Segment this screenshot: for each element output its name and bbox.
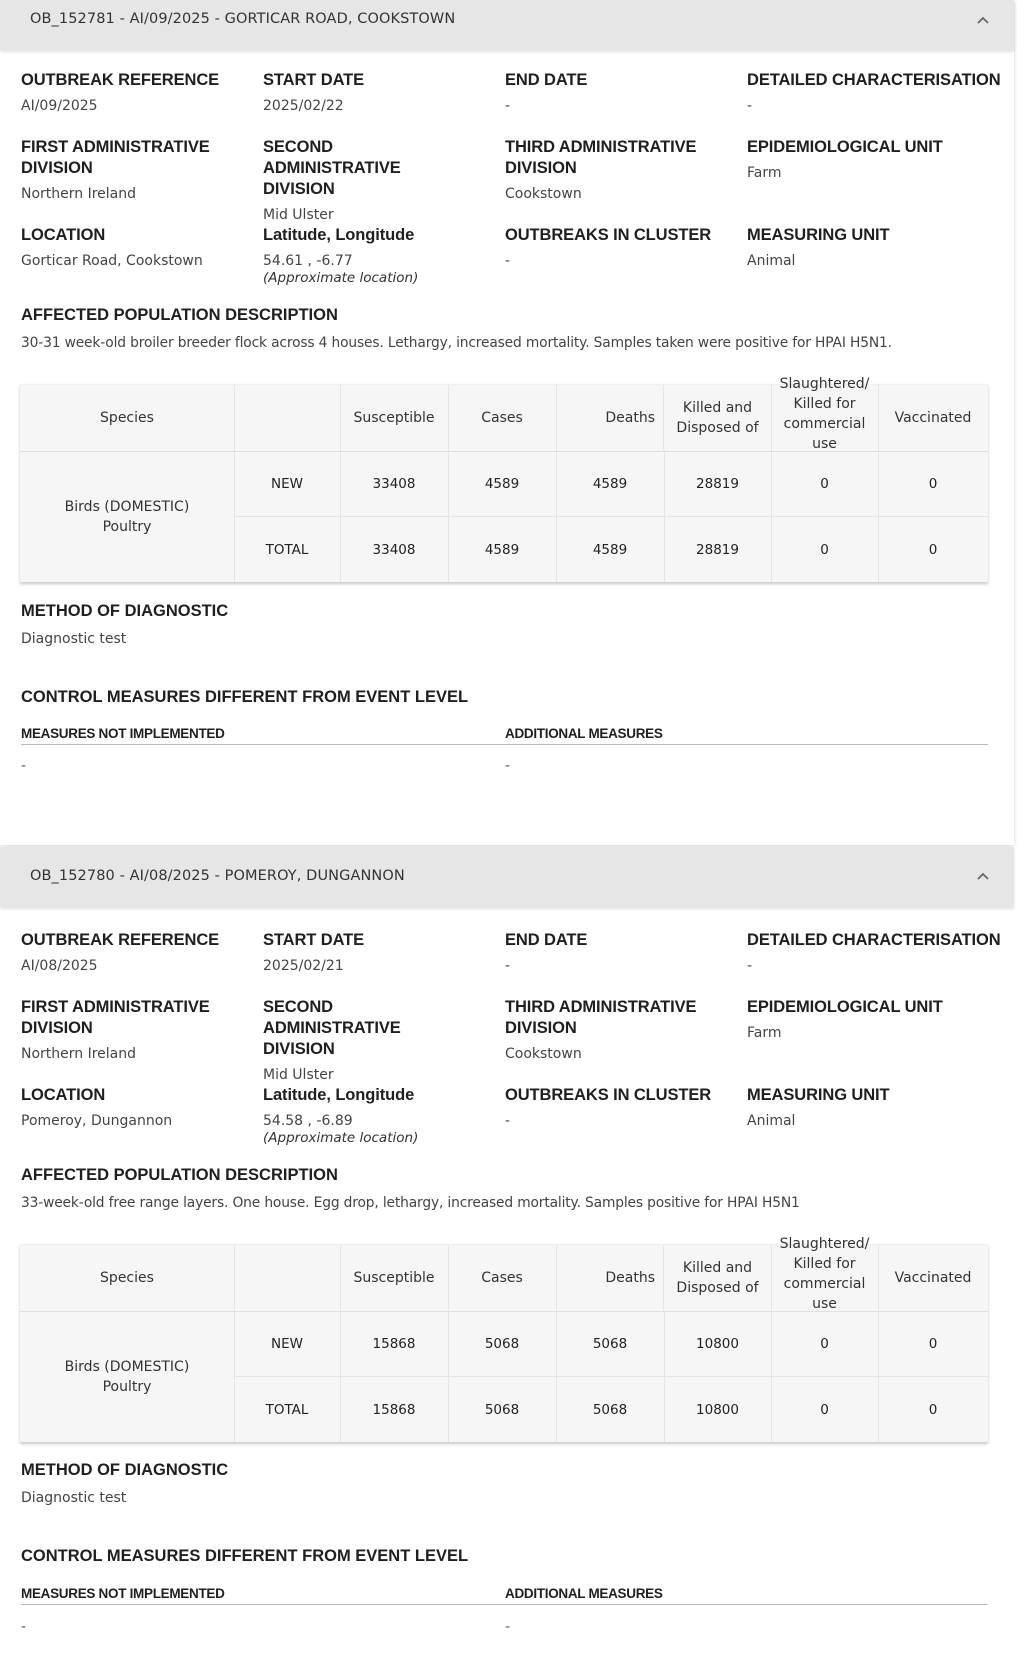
outbreaks-in-cluster-label: OUTBREAKS IN CLUSTER	[505, 226, 712, 244]
cell-vaccinated: 0	[928, 541, 938, 558]
cell-slaughtered: 0	[771, 1377, 879, 1442]
affected-population-value: 30-31 week-old broiler breeder flock across 4 houses. Lethargy, increased mortality. Samples taken were positive for HPAI H5N1.	[21, 335, 892, 351]
cell-deaths: 4589	[556, 517, 665, 582]
th-cases: Cases	[448, 1245, 557, 1311]
outbreak-title: OB_152781 - AI/09/2025 - GORTICAR ROAD, COOKSTOWN	[30, 11, 456, 27]
th-species: Species	[20, 1245, 235, 1311]
table-row	[234, 517, 988, 582]
row-kind: NEW	[234, 1311, 341, 1376]
cell-vaccinated: 0	[928, 475, 938, 492]
chevron-up-icon[interactable]	[974, 12, 992, 30]
detailed-characterisation-value: -	[747, 958, 753, 974]
cell-cases: 4589	[448, 451, 557, 516]
detailed-characterisation-value: -	[747, 98, 753, 114]
cell-deaths: 5068	[556, 1311, 665, 1376]
th-deaths: Deaths	[556, 1245, 664, 1311]
location-label: LOCATION	[21, 1086, 106, 1104]
species-name: Birds (DOMESTIC) Poultry	[64, 498, 190, 535]
measuring-unit-field	[747, 1085, 983, 1130]
outbreak-reference-field	[21, 70, 257, 115]
detailed-characterisation-label: DETAILED CHARACTERISATION	[747, 71, 1001, 89]
table-row	[234, 1377, 988, 1442]
method-of-diagnostic-label: METHOD OF DIAGNOSTIC	[21, 602, 229, 620]
outbreaks-in-cluster-field	[505, 1085, 741, 1130]
outbreaks-in-cluster-value: -	[505, 253, 511, 269]
end-date-field	[505, 70, 741, 115]
third-admin-field	[505, 137, 741, 203]
epi-unit-label: EPIDEMIOLOGICAL UNIT	[747, 998, 943, 1016]
detailed-characterisation-field	[747, 70, 1007, 115]
outbreak-title: OB_152780 - AI/08/2025 - POMEROY, DUNGANNON	[30, 868, 405, 884]
cell-killed: 10800	[664, 1311, 772, 1376]
first-admin-label: FIRST ADMINISTRATIVE DIVISION	[21, 998, 210, 1037]
method-of-diagnostic-label: METHOD OF DIAGNOSTIC	[21, 1461, 229, 1479]
species-table	[20, 376, 988, 582]
third-admin-label: THIRD ADMINISTRATIVE DIVISION	[505, 998, 697, 1037]
row-kind: TOTAL	[234, 1377, 341, 1442]
location-field	[21, 225, 257, 270]
third-admin-field	[505, 997, 741, 1063]
start-date-value: 2025/02/21	[263, 958, 344, 974]
control-measures-label: CONTROL MEASURES DIFFERENT FROM EVENT LEVEL	[21, 1547, 469, 1565]
divider	[21, 1604, 988, 1605]
th-cases: Cases	[448, 385, 557, 451]
cell-susceptible: 33408	[340, 517, 449, 582]
second-admin-field	[263, 997, 499, 1084]
cell-deaths: 4589	[556, 451, 665, 516]
th-killed: Killed and Disposed of	[664, 385, 772, 451]
approx-location-note: (Approximate location)	[263, 270, 419, 286]
th-slaughtered-text: Slaughtered/ Killed for commercial use	[779, 376, 870, 452]
species-table-body	[20, 451, 988, 582]
measures-not-implemented-label: MEASURES NOT IMPLEMENTED	[21, 1586, 225, 1601]
measures-not-implemented-value: -	[21, 1619, 27, 1635]
species-table-header	[20, 376, 988, 452]
cell-cases: 5068	[448, 1377, 557, 1442]
th-slaughtered-text: Slaughtered/ Killed for commercial use	[779, 1236, 870, 1312]
first-admin-value: Northern Ireland	[21, 1046, 137, 1062]
start-date-field	[263, 930, 499, 975]
first-admin-field	[21, 137, 257, 203]
end-date-field	[505, 930, 741, 975]
th-slaughtered	[771, 376, 879, 452]
cell-cases: 4589	[448, 517, 557, 582]
third-admin-label: THIRD ADMINISTRATIVE DIVISION	[505, 138, 697, 177]
first-admin-label: FIRST ADMINISTRATIVE DIVISION	[21, 138, 210, 177]
th-slaughtered	[771, 1236, 879, 1312]
cell-susceptible: 15868	[340, 1311, 449, 1376]
additional-measures-label: ADDITIONAL MEASURES	[505, 1586, 663, 1601]
end-date-value: -	[505, 98, 511, 114]
control-measures-label: CONTROL MEASURES DIFFERENT FROM EVENT LEVEL	[21, 688, 469, 706]
third-admin-value: Cookstown	[505, 1046, 582, 1062]
row-kind: TOTAL	[234, 517, 341, 582]
outbreak-panel	[0, 847, 1014, 1658]
second-admin-value: Mid Ulster	[263, 207, 334, 223]
epi-unit-value: Farm	[747, 165, 782, 181]
cell-vaccinated: 0	[928, 1401, 938, 1418]
species-table	[20, 1236, 988, 1442]
cell-deaths: 5068	[556, 1377, 665, 1442]
lat-long-field	[263, 1085, 499, 1146]
outbreak-reference-label: OUTBREAK REFERENCE	[21, 931, 220, 949]
first-admin-field	[21, 997, 257, 1063]
method-of-diagnostic-value: Diagnostic test	[21, 631, 127, 647]
epi-unit-field	[747, 997, 1007, 1042]
cell-slaughtered: 0	[771, 517, 879, 582]
location-label: LOCATION	[21, 226, 106, 244]
outbreak-reference-value: AI/08/2025	[21, 958, 98, 974]
epi-unit-label: EPIDEMIOLOGICAL UNIT	[747, 138, 943, 156]
start-date-label: START DATE	[263, 931, 365, 949]
th-killed: Killed and Disposed of	[664, 1245, 772, 1311]
lat-long-label: Latitude, Longitude	[263, 226, 415, 244]
cell-vaccinated: 0	[928, 1335, 938, 1352]
th-species: Species	[20, 385, 235, 451]
detailed-characterisation-label: DETAILED CHARACTERISATION	[747, 931, 1001, 949]
second-admin-value: Mid Ulster	[263, 1067, 334, 1083]
outbreak-reference-value: AI/09/2025	[21, 98, 98, 114]
measuring-unit-value: Animal	[747, 253, 796, 269]
start-date-field	[263, 70, 499, 115]
first-admin-value: Northern Ireland	[21, 186, 137, 202]
lat-long-label: Latitude, Longitude	[263, 1086, 415, 1104]
measuring-unit-label: MEASURING UNIT	[747, 226, 890, 244]
lat-long-value: 54.58 , -6.89	[263, 1113, 353, 1129]
species-name: Birds (DOMESTIC) Poultry	[64, 1358, 190, 1395]
species-cell	[20, 1311, 235, 1442]
chevron-up-icon[interactable]	[974, 868, 992, 886]
second-admin-label: SECOND ADMINISTRATIVE DIVISION	[263, 138, 401, 198]
species-cell	[20, 451, 235, 582]
outbreak-reference-field	[21, 930, 257, 975]
th-susceptible: Susceptible	[340, 385, 449, 451]
end-date-label: END DATE	[505, 931, 588, 949]
additional-measures-value: -	[505, 758, 511, 774]
outbreaks-in-cluster-field	[505, 225, 741, 270]
species-table-header	[20, 1236, 988, 1312]
second-admin-field	[263, 137, 499, 224]
epi-unit-value: Farm	[747, 1025, 782, 1041]
end-date-label: END DATE	[505, 71, 588, 89]
location-value: Gorticar Road, Cookstown	[21, 253, 203, 269]
additional-measures-label: ADDITIONAL MEASURES	[505, 726, 663, 741]
approx-location-note: (Approximate location)	[263, 1130, 419, 1146]
affected-population-value: 33-week-old free range layers. One house. Egg drop, lethargy, increased mortality. Samples positive for HPAI H5N1	[21, 1195, 800, 1211]
table-row	[234, 1311, 988, 1377]
end-date-value: -	[505, 958, 511, 974]
species-table-body	[20, 1311, 988, 1442]
third-admin-value: Cookstown	[505, 186, 582, 202]
cell-cases: 5068	[448, 1311, 557, 1376]
row-kind: NEW	[234, 451, 341, 516]
outbreaks-in-cluster-label: OUTBREAKS IN CLUSTER	[505, 1086, 712, 1104]
measures-not-implemented-value: -	[21, 758, 27, 774]
outbreak-panel-header[interactable]	[0, 847, 1014, 907]
measuring-unit-value: Animal	[747, 1113, 796, 1129]
additional-measures-value: -	[505, 1619, 511, 1635]
th-susceptible: Susceptible	[340, 1245, 449, 1311]
th-vaccinated: Vaccinated	[894, 410, 972, 426]
cell-killed: 28819	[664, 451, 772, 516]
cell-slaughtered: 0	[771, 1311, 879, 1376]
start-date-label: START DATE	[263, 71, 365, 89]
affected-population-label: AFFECTED POPULATION DESCRIPTION	[21, 306, 338, 324]
lat-long-field	[263, 225, 499, 286]
th-blank	[234, 385, 341, 451]
th-deaths: Deaths	[556, 385, 664, 451]
method-of-diagnostic-value: Diagnostic test	[21, 1490, 127, 1506]
affected-population-label: AFFECTED POPULATION DESCRIPTION	[21, 1166, 338, 1184]
second-admin-label: SECOND ADMINISTRATIVE DIVISION	[263, 998, 401, 1058]
lat-long-value: 54.61 , -6.77	[263, 253, 353, 269]
start-date-value: 2025/02/22	[263, 98, 344, 114]
measuring-unit-field	[747, 225, 983, 270]
cell-killed: 28819	[664, 517, 772, 582]
location-value: Pomeroy, Dungannon	[21, 1113, 173, 1129]
outbreak-panel-header[interactable]	[0, 0, 1014, 50]
th-blank	[234, 1245, 341, 1311]
outbreak-reference-label: OUTBREAK REFERENCE	[21, 71, 220, 89]
cell-slaughtered: 0	[771, 451, 879, 516]
table-row	[234, 451, 988, 517]
cell-killed: 10800	[664, 1377, 772, 1442]
cell-susceptible: 33408	[340, 451, 449, 516]
location-field	[21, 1085, 257, 1130]
th-vaccinated: Vaccinated	[894, 1270, 972, 1286]
cell-susceptible: 15868	[340, 1377, 449, 1442]
detailed-characterisation-field	[747, 930, 1007, 975]
measures-not-implemented-label: MEASURES NOT IMPLEMENTED	[21, 726, 225, 741]
outbreaks-in-cluster-value: -	[505, 1113, 511, 1129]
divider	[21, 744, 988, 745]
epi-unit-field	[747, 137, 1007, 182]
measuring-unit-label: MEASURING UNIT	[747, 1086, 890, 1104]
